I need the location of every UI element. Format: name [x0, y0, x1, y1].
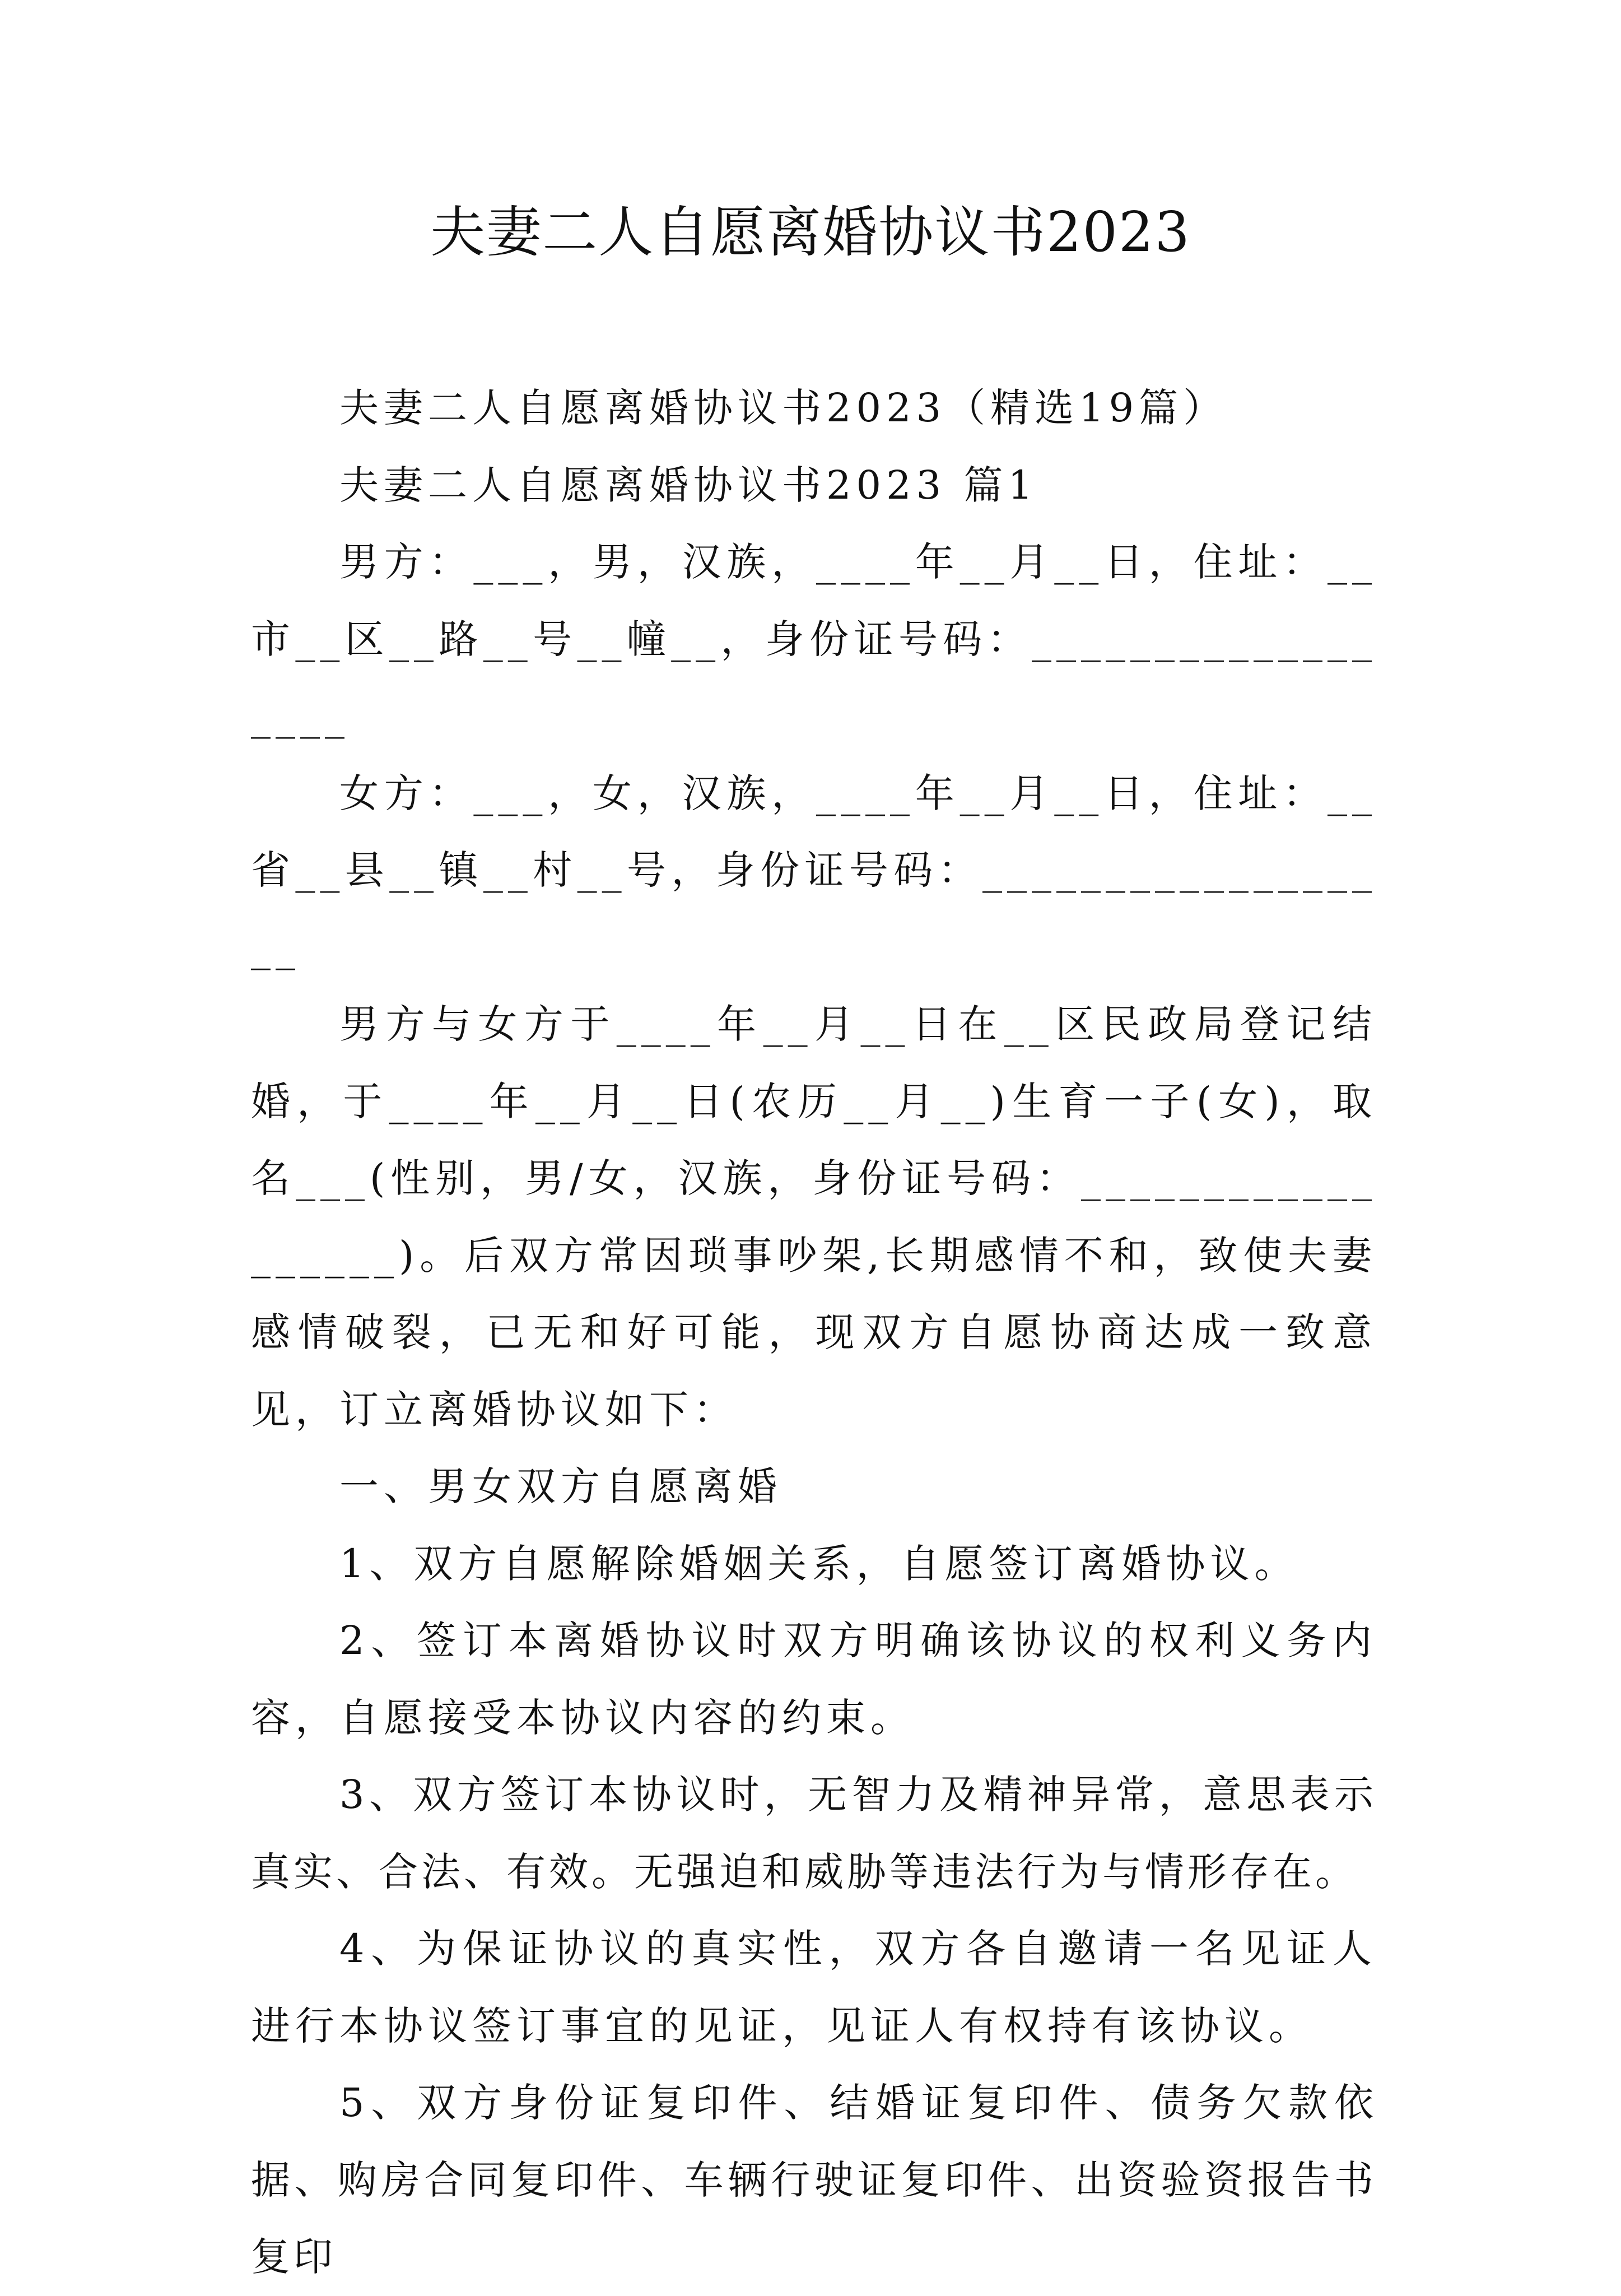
marriage-background: 男方与女方于____年__月__日在__区民政局登记结婚，于____年__月__日(农历__月__)生育一子(女)，取名___(性别，男/女，汉族，身份证号码：__________________)。后双方常因琐事吵架,长期感情不和，致使夫妻感情破裂，已无和好可能，现双方自愿协商达成一致意见，订立离婚协议如下： — [251, 1001, 1377, 1433]
document-body — [251, 370, 1377, 2296]
clause-heading-1: 一、男女双方自愿离婚 — [339, 1463, 782, 1509]
clause-1-3: 3、双方签订本协议时，无智力及精神异常，意思表示真实、合法、有效。无强迫和威胁等违法行为与情形存在。 — [251, 1772, 1377, 1895]
subtitle-line: 夫妻二人自愿离婚协议书2023（精选19篇） — [339, 385, 1228, 431]
clause-1-2: 2、签订本离婚协议时双方明确该协议的权利义务内容，自愿接受本协议内容的约束。 — [251, 1618, 1377, 1741]
male-party-info: 男方：___，男，汉族，____年__月__日，住址：__市__区__路__号__幢__，身份证号码：__________________ — [251, 539, 1377, 739]
clause-1-1: 1、双方自愿解除婚姻关系，自愿签订离婚协议。 — [339, 1540, 1299, 1587]
female-party-info: 女方：___，女，汉族，____年__月__日，住址：__省__县__镇__村__号，身份证号码：__________________ — [251, 770, 1377, 970]
clause-1-4: 4、为保证协议的真实性，双方各自邀请一名见证人进行本协议签订事宜的见证，见证人有权持有该协议。 — [251, 1926, 1377, 2049]
section-heading: 夫妻二人自愿离婚协议书2023 篇1 — [339, 462, 1038, 508]
document-title: 夫妻二人自愿离婚协议书2023 — [430, 201, 1191, 264]
clause-1-5: 5、双方身份证复印件、结婚证复印件、债务欠款依据、购房合同复印件、车辆行驶证复印件、出资验资报告书复印 — [251, 2080, 1377, 2280]
